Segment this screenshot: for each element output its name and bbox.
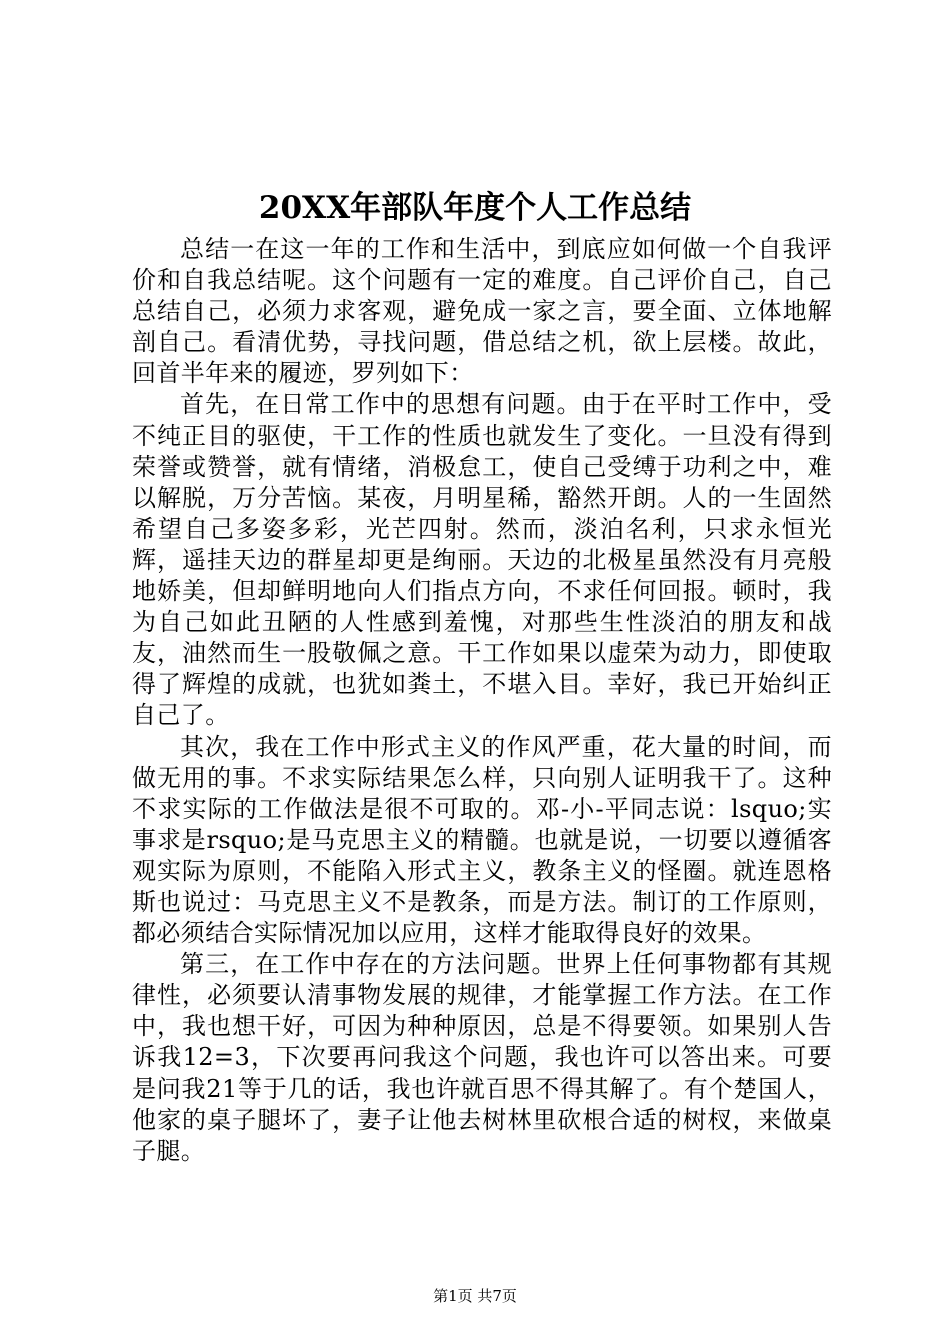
document-body xyxy=(132,234,832,1167)
document-title: 20XX年部队年度个人工作总结 xyxy=(258,190,692,226)
paragraph-first: 首先，在日常工作中的思想有问题。由于在平时工作中，受不纯正目的驱使，干工作的性质也就发生了变化。一旦没有得到荣誉或赞誉，就有情绪，消极怠工，使自己受缚于功利之中，难以解脱，万分苦恼。某夜，月明星稀，豁然开朗。人的一生固然希望自己多姿多彩，光芒四射。然而，淡泊名利，只求永恒光辉，遥挂天边的群星却更是绚丽。天边的北极星虽然没有月亮般地娇美，但却鲜明地向人们指点方向，不求任何回报。顿时，我为自己如此丑陋的人性感到羞愧，对那些生性淡泊的朋友和战友，油然而生一股敬佩之意。干工作如果以虚荣为动力，即使取得了辉煌的成就，也犹如粪土，不堪入目。幸好，我已开始纠正自己了。 xyxy=(132,390,832,730)
page-number-footer: 第1页 共7页 xyxy=(433,1287,517,1305)
paragraph-second: 其次，我在工作中形式主义的作风严重，花大量的时间，而做无用的事。不求实际结果怎么样，只向别人证明我干了。这种不求实际的工作做法是很不可取的。邓-小-平同志说：lsquo;实事求是rsquo;是马克思主义的精髓。也就是说，一切要以遵循客观实际为原则，不能陷入形式主义，教条主义的怪圈。就连恩格斯也说过：马克思主义不是教条，而是方法。制订的工作原则，都必须结合实际情况加以应用，这样才能取得良好的效果。 xyxy=(132,732,832,948)
paragraph-intro: 总结一在这一年的工作和生活中，到底应如何做一个自我评价和自我总结呢。这个问题有一定的难度。自己评价自己，自己总结自己，必须力求客观，避免成一家之言，要全面、立体地解剖自己。看清优势，寻找问题，借总结之机，欲上层楼。故此，回首半年来的履迹，罗列如下： xyxy=(132,235,832,388)
paragraph-third: 第三，在工作中存在的方法问题。世界上任何事物都有其规律性，必须要认清事物发展的规律，才能掌握工作方法。在工作中，我也想干好，可因为种种原因，总是不得要领。如果别人告诉我12=3，下次要再问我这个问题，我也许可以答出来。可要是问我21等于几的话，我也许就百思不得其解了。有个楚国人，他家的桌子腿坏了，妻子让他去树林里砍根合适的树杈，来做桌子腿。 xyxy=(132,950,832,1165)
